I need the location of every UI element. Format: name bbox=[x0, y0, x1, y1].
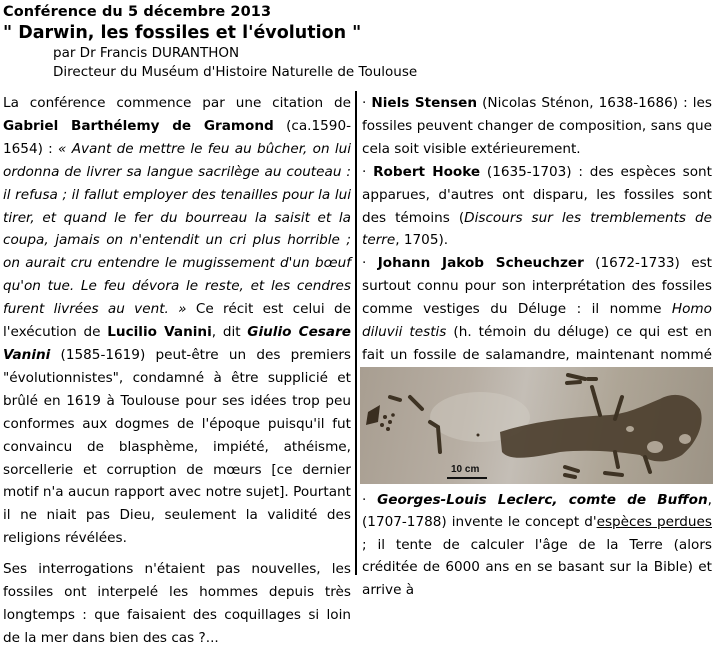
concept-term: espèces perdues bbox=[596, 514, 712, 531]
text: mœurs bbox=[213, 461, 262, 478]
text: , 1705). bbox=[395, 232, 449, 249]
text: Ce récit est celui de l'exécution de bbox=[3, 301, 351, 341]
list-item bbox=[362, 489, 712, 601]
text: La conférence commence par une citation de bbox=[3, 95, 351, 111]
list-item bbox=[362, 92, 712, 161]
bullet: · bbox=[362, 255, 378, 272]
paragraph-fossils: Ses interrogations n'étaient pas nouvelles, les fossiles ont interpelé les hommes depuis très longtemps : que faisaient des coquillages si loin de la mer dans bien des cas ?... bbox=[3, 561, 351, 646]
text: (ca.1590-1654) : bbox=[3, 117, 351, 157]
speaker-role: Directeur du Muséum d'Histoire Naturelle de Toulouse bbox=[53, 64, 418, 80]
fossil-photo bbox=[360, 367, 713, 484]
conference-date: Conférence du 5 décembre 2013 bbox=[3, 4, 272, 20]
person-name: Georges-Louis Leclerc, comte de Buffon bbox=[377, 492, 708, 508]
person-name: Gabriel Barthélemy de Gramond bbox=[3, 117, 274, 134]
person-name: Robert Hooke bbox=[373, 163, 481, 180]
text: (1585-1619) peut-être un des premiers "évolutionnistes", condamné à être supplicié et brûlé en 1619 à Toulouse pour ses idées trop peu conformes aux dogmes de l'époque puisqu'il fut convaincu de blasphème, impiété, athéisme, sorcellerie et corruption de bbox=[3, 346, 351, 478]
bullet: · bbox=[362, 163, 374, 180]
text: , dit bbox=[211, 324, 248, 341]
text: (1672-1733) est surtout connu pour son interprétation des fossiles comme vestiges du Déluge : il nomme bbox=[362, 255, 712, 318]
paragraph-intro bbox=[3, 92, 351, 550]
person-name: Niels Stensen bbox=[371, 95, 478, 111]
right-column-continued bbox=[362, 489, 712, 601]
scale-label: 10 cm bbox=[451, 464, 480, 475]
species-name: Homo diluvii testis bbox=[362, 301, 712, 341]
list-item bbox=[362, 161, 712, 253]
text: , (1707-1788) invente le concept d' bbox=[362, 492, 712, 531]
person-name: Johann Jakob Scheuchzer bbox=[377, 255, 584, 272]
text: (Nicolas Sténon, 1638-1686) : les fossiles peuvent changer de composition, sans que cela soit visible extérieurement. bbox=[362, 95, 712, 157]
person-name: Lucilio Vanini bbox=[107, 324, 212, 341]
salamander-fossil-illustration bbox=[360, 367, 713, 484]
text: (h. témoin du déluge) ce qui est en fait un fossile de salamandre, maintenant nommé bbox=[362, 324, 712, 363]
bullet: · bbox=[362, 492, 378, 508]
speaker: par Dr Francis DURANTHON bbox=[53, 45, 240, 61]
document-header bbox=[3, 2, 713, 82]
right-column bbox=[362, 92, 712, 390]
talk-title: " Darwin, les fossiles et l'évolution " bbox=[3, 23, 362, 43]
text: (1635-1703) : des espèces sont apparues, d'autres ont disparu, les fossiles sont des témoins ( bbox=[362, 163, 712, 226]
text: [ce dernier motif n'a aucun rapport avec notre sujet]. Pourtant il ne niait pas Dieu, seulement la validité des religions révélées. bbox=[3, 461, 351, 547]
left-column bbox=[3, 92, 351, 650]
text: ; il tente de calculer l'âge de la Terre (alors créditée de 6000 ans en se basant sur la Bible) et arrive à bbox=[362, 536, 712, 598]
person-name: Giulio Cesare Vanini bbox=[3, 324, 351, 363]
bullet: · bbox=[362, 95, 372, 111]
quotation: « Avant de mettre le feu au bûcher, on lui ordonna de livrer sa langue sacrilège au couteau : il refusa ; il fallut employer des tenailles pour la lui tirer, et quand le fer du bourreau la saisit et la coupa, jamais on n'entendit un cri plus horrible ; on aurait cru entendre le mugissement d'un bœuf qu'on tue. Le feu dévora le reste, et les cendres furent livrées au vent. » bbox=[3, 140, 352, 318]
column-divider bbox=[355, 91, 357, 575]
scale-bar bbox=[447, 477, 487, 479]
book-title: Discours sur les tremblements de terre bbox=[362, 209, 712, 249]
